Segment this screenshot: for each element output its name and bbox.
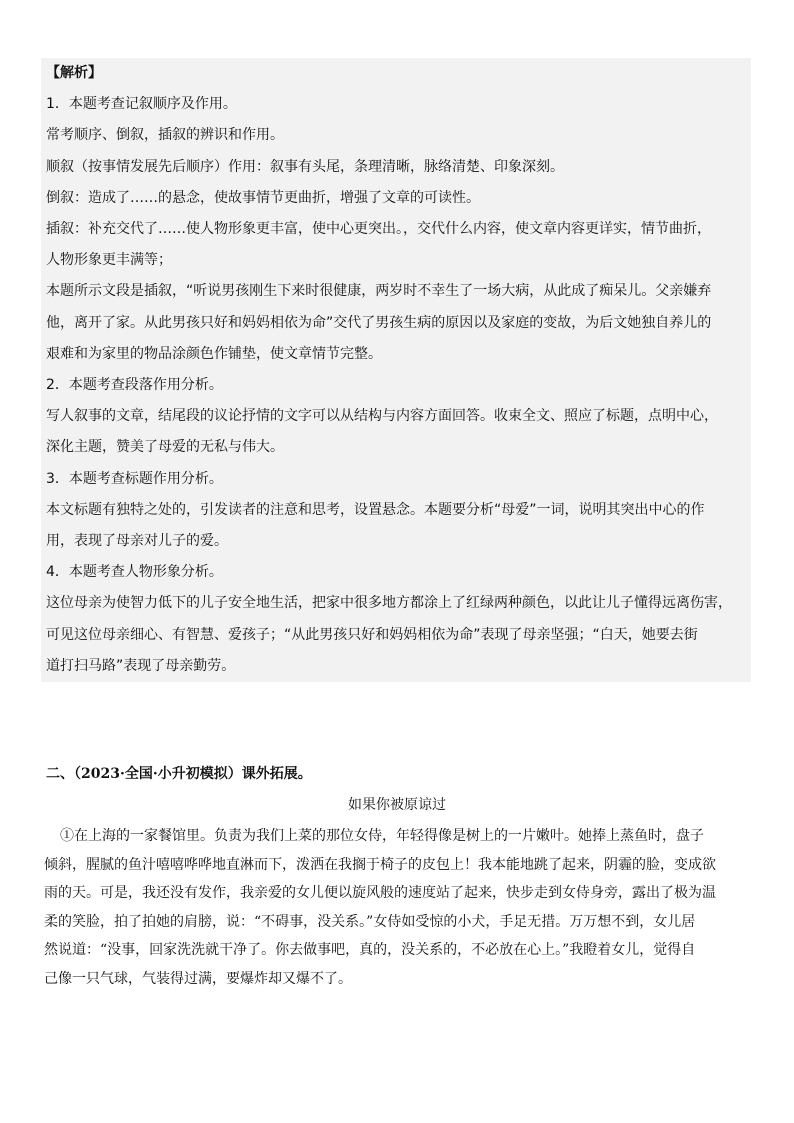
analysis-line: 倒叙：造成了……的悬念，使故事情节更曲折，增强了文章的可读性。 [46, 189, 480, 206]
analysis-heading: 【解析】 [46, 65, 102, 81]
story-line: ①在上海的一家餐馆里。负责为我们上菜的那位女侍，年轻得像是树上的一片嫩叶。她捧上蒸鱼时，盘子 [60, 828, 704, 844]
analysis-line: 他，离开了家。从此男孩只好和妈妈相依为命”交代了男孩生病的原因以及家庭的变故，为后文她独自养儿的 [46, 314, 712, 331]
story-line: 然说道：“没事，回家洗洗就干净了。你去做事吧，真的，没关系的，不必放在心上。”我瞪着女儿，觉得自 [44, 942, 696, 959]
analysis-line: 道打扫马路”表现了母亲勤劳。 [46, 657, 236, 674]
analysis-line: 常考顺序、倒叙，插叙的辨识和作用。 [46, 127, 284, 144]
analysis-line: 本题所示文段是插叙，“听说男孩刚生下来时很健康，两岁时不幸生了一场大病，从此成了痴呆儿。父亲嫌弃 [46, 283, 712, 300]
analysis-line: 2．本题考查段落作用分析。 [46, 377, 223, 394]
analysis-line: 这位母亲为使智力低下的儿子安全地生活，把家中很多地方都涂上了红绿两种颜色，以此让儿子懂得远离伤害， [46, 595, 732, 612]
analysis-line: 插叙：补充交代了……使人物形象更丰富，使中心更突出。，交代什么内容，使文章内容更详实，情节曲折， [46, 221, 711, 238]
analysis-line: 深化主题，赞美了母爱的无私与伟大。 [46, 439, 284, 456]
question-title: 二、（2023·全国·小升初模拟）课外拓展。 [46, 766, 312, 782]
analysis-line: 写人叙事的文章，结尾段的议论抒情的文字可以从结构与内容方面回答。收束全文、照应了标题，点明中心， [46, 408, 718, 425]
analysis-line: 人物形象更丰满等； [46, 252, 172, 269]
story-line: 雨的天。可是，我还没有发作，我亲爱的女儿便以旋风般的速度站了起来，快步走到女侍身旁，露出了极为温 [44, 885, 716, 902]
analysis-line: 用，表现了母亲对儿子的爱。 [46, 533, 228, 550]
analysis-section [41, 58, 751, 682]
analysis-line: 艰难和为家里的物品涂颜色作铺垫，使文章情节完整。 [46, 345, 382, 362]
story-title: 如果你被原谅过 [348, 797, 446, 813]
analysis-line: 顺叙（按事情发展先后顺序）作用：叙事有头尾，条理清晰，脉络清楚、印象深刻。 [46, 158, 564, 175]
analysis-line: 可见这位母亲细心、有智慧、爱孩子；“从此男孩只好和妈妈相依为命”表现了母亲坚强；“白天，她要去街 [46, 626, 698, 643]
analysis-line: 1．本题考查记叙顺序及作用。 [46, 96, 237, 113]
story-line: 倾斜，腥腻的鱼汁嘻嘻哗哗地直淋而下，泼洒在我搁于椅子的皮包上！我本能地跳了起来，阴霾的脸，变成欲 [44, 856, 716, 873]
analysis-line: 本文标题有独特之处的，引发读者的注意和思考，设置悬念。本题要分析“母爱”一词，说明其突出中心的作 [46, 501, 705, 518]
story-line: 己像一只气球，气装得过满，要爆炸却又爆不了。 [44, 970, 352, 987]
analysis-line: 4．本题考查人物形象分析。 [46, 564, 223, 581]
story-line: 柔的笑脸，拍了拍她的肩膀，说：“不碍事，没关系。”女侍如受惊的小犬，手足无措。万万想不到，女儿居 [44, 913, 696, 930]
analysis-line: 3．本题考查标题作用分析。 [46, 470, 223, 487]
story-body [44, 822, 756, 994]
